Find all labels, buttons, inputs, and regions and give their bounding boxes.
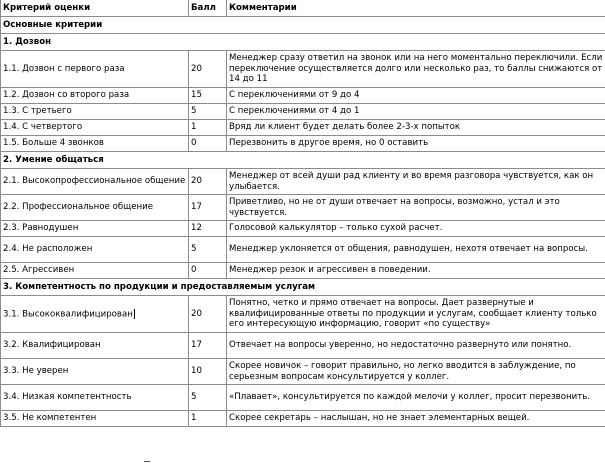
table-row (1, 120, 605, 136)
table-row (1, 333, 605, 359)
table-row (1, 221, 605, 237)
header-row (1, 0, 605, 17)
criterion-cell: 1.1. Дозвон с первого раза (1, 51, 189, 88)
comment-cell: Приветливо, но не от души отвечает на вопросы, возможно, устал и это чувствуется. (227, 195, 605, 221)
comment-cell: Отвечает на вопросы уверенно, но недостаточно развернуто или понятно. (227, 333, 605, 359)
comment-cell: Вряд ли клиент будет делать более 2-3-х попыток (227, 120, 605, 136)
section-title: 1. Дозвон (1, 34, 605, 51)
comment-cell: Перезвонить в другое время, но 0 оставить (227, 136, 605, 152)
section-row (1, 279, 605, 296)
score-cell: 17 (189, 195, 227, 221)
comment-cell: Голосовой калькулятор – только сухой расчет. (227, 221, 605, 237)
score-cell: 17 (189, 333, 227, 359)
score-cell: 12 (189, 221, 227, 237)
comment-cell: С переключениями от 9 до 4 (227, 88, 605, 104)
criterion-cell: 3.5. Не компетентен (1, 411, 189, 427)
section-row (1, 152, 605, 169)
section-row (1, 34, 605, 51)
criterion-cell: 2.1. Высокопрофессиональное общение (1, 169, 189, 195)
criterion-cell: 2.3. Равнодушен (1, 221, 189, 237)
criterion-cell: 2.2. Профессиональное общение (1, 195, 189, 221)
comment-cell: Менеджер уклоняется от общения, равнодушен, нехотя отвечает на вопросы. (227, 237, 605, 263)
score-cell: 1 (189, 411, 227, 427)
section-title: 2. Умение общаться (1, 152, 605, 169)
score-cell: 5 (189, 385, 227, 411)
header-criterion: Критерий оценки (1, 0, 189, 17)
main-title: Основные критерии (1, 17, 605, 34)
table-row (1, 104, 605, 120)
comment-cell: Скорее новичок – говорит правильно, но легко вводится в заблуждение, по серьезным вопросам консультируется у коллег. (227, 359, 605, 385)
header-score: Балл (189, 0, 227, 17)
criterion-cell: 1.4. С четвертого (1, 120, 189, 136)
table-row (1, 385, 605, 411)
table-row (1, 359, 605, 385)
score-cell: 10 (189, 359, 227, 385)
score-cell: 20 (189, 51, 227, 88)
section-title: 3. Компетентность по продукции и предоставляемым услугам (1, 279, 605, 296)
criterion-cell: 1.3. С третьего (1, 104, 189, 120)
score-cell: 0 (189, 136, 227, 152)
comment-cell: «Плавает», консультируется по каждой мелочи у коллег, просит перезвонить. (227, 385, 605, 411)
table-row (1, 51, 605, 88)
table-row (1, 169, 605, 195)
table-row (1, 195, 605, 221)
score-cell: 0 (189, 263, 227, 279)
main-title-row (1, 17, 605, 34)
score-cell: 1 (189, 120, 227, 136)
criterion-cell: 3.3. Не уверен (1, 359, 189, 385)
text-cursor (134, 309, 135, 319)
table-row (1, 88, 605, 104)
comment-cell: Менеджер от всей души рад клиенту и во время разговора чувствуется, как он улыбается. (227, 169, 605, 195)
criterion-cell: 1.2. Дозвон со второго раза (1, 88, 189, 104)
comment-cell: С переключениями от 4 до 1 (227, 104, 605, 120)
score-cell: 20 (189, 296, 227, 333)
comment-cell: Скорее секретарь – наслышан, но не знает элементарных вещей. (227, 411, 605, 427)
table-row (1, 136, 605, 152)
criterion-cell: 3.2. Квалифицирован (1, 333, 189, 359)
comment-cell: Понятно, четко и прямо отвечает на вопросы. Дает развернутые и квалифицированные ответы по продукции и услугам, сообщает клиенту только его интересующую информацию, говорит «по существу» (227, 296, 605, 333)
criterion-cell: 2.4. Не расположен (1, 237, 189, 263)
criterion-cell (1, 296, 189, 333)
comment-cell: Менеджер сразу ответил на звонок или на него моментально переключили. Если переключение осуществляется долго или несколько раз, то баллы снижаются от 14 до 11 (227, 51, 605, 88)
header-comments: Комментарии (227, 0, 605, 17)
score-cell: 20 (189, 169, 227, 195)
table-row (1, 237, 605, 263)
score-cell: 15 (189, 88, 227, 104)
comment-cell: Менеджер резок и агрессивен в поведении. (227, 263, 605, 279)
criterion-cell: 1.5. Больше 4 звонков (1, 136, 189, 152)
criterion-text: 3.1. Высококвалифицирован (3, 309, 133, 319)
criterion-cell: 3.4. Низкая компетентность (1, 385, 189, 411)
table-row (1, 411, 605, 427)
table-row (1, 263, 605, 279)
score-cell: 5 (189, 104, 227, 120)
criterion-cell: 2.5. Агрессивен (1, 263, 189, 279)
score-cell: 5 (189, 237, 227, 263)
table-row (1, 296, 605, 333)
